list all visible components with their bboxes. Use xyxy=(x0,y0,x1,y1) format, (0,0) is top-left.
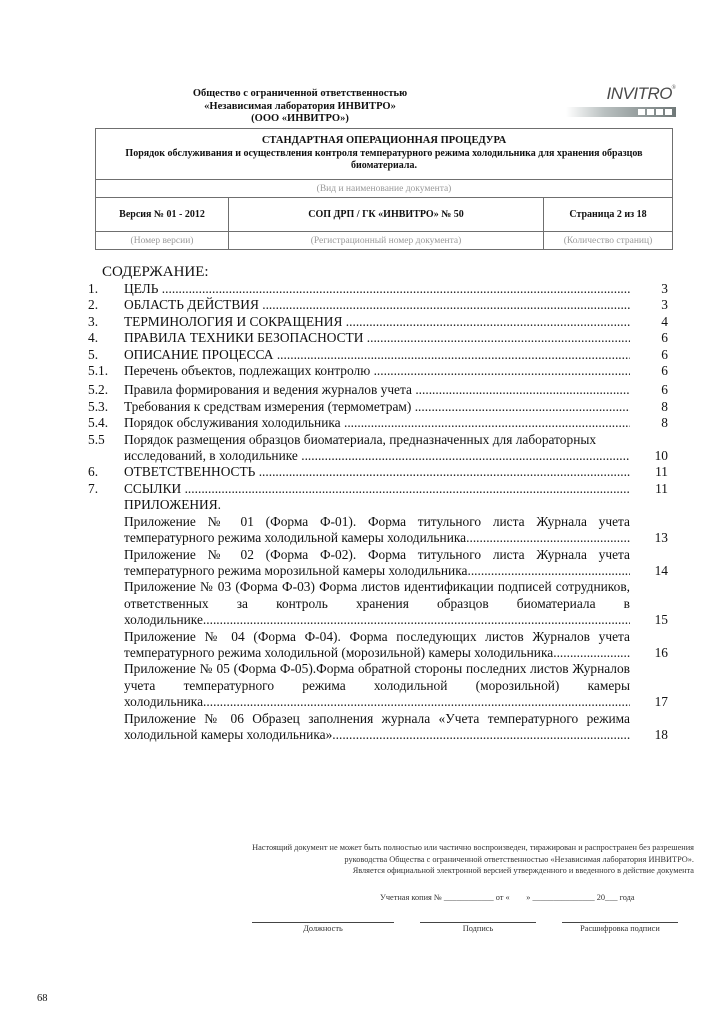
appendix-last-line: температурного режима морозильной камеры холодильника xyxy=(124,562,468,578)
page-count-caption: (Количество страниц) xyxy=(544,232,673,250)
appendix-text xyxy=(124,514,630,547)
logo-square xyxy=(638,109,645,115)
toc-text: ОБЛАСТЬ ДЕЙСТВИЯ ..... xyxy=(124,297,630,313)
appendix-item[interactable] xyxy=(88,514,668,547)
appendix-last-line: холодильной камеры холодильника» xyxy=(124,726,333,742)
toc-page: 6 xyxy=(661,330,668,346)
version-caption: (Номер версии) xyxy=(96,232,229,250)
appendix-last-line: холодильнике. xyxy=(124,612,207,628)
toc-number: 5.4. xyxy=(88,415,109,431)
copyright-notice xyxy=(134,842,694,877)
organization-name xyxy=(150,88,450,126)
appendix-body: Приложение № 04 (Форма Ф-04). Форма последующих листов Журналов учета xyxy=(124,628,630,644)
toc-text: Порядок размещения образцов биоматериала, предназначенных для лабораторных xyxy=(124,431,597,447)
toc-page: 3 xyxy=(661,297,668,313)
page-number: 68 xyxy=(37,993,48,1004)
invitro-logo xyxy=(596,84,676,120)
toc-number: 7. xyxy=(88,480,99,496)
appendix-text xyxy=(124,547,630,580)
appendix-text xyxy=(124,711,630,744)
toc-item[interactable] xyxy=(88,314,668,330)
toc-text: ПРАВИЛА ТЕХНИКИ БЕЗОПАСНОСТИ ..... xyxy=(124,330,630,346)
appendix-title: ПРИЛОЖЕНИЯ. xyxy=(124,497,222,513)
toc-text: Порядок обслуживания холодильника ..... xyxy=(124,415,630,431)
toc-text: ЦЕЛЬ ..... xyxy=(124,281,630,297)
toc-number: 5. xyxy=(88,346,99,362)
doc-type-caption: (Вид и наименование документа) xyxy=(96,180,673,198)
dot-leader xyxy=(332,727,630,743)
toc-item[interactable] xyxy=(88,281,668,297)
toc-text: исследований, в холодильнике ..... xyxy=(124,448,630,464)
logo-square xyxy=(665,109,672,115)
toc-title: СОДЕРЖАНИЕ: xyxy=(102,264,209,280)
dot-leader xyxy=(466,530,630,546)
toc-page: 6 xyxy=(661,346,668,362)
toc-text: Требования к средствам измерения (термометрам) ..... xyxy=(124,399,630,415)
appendix-last-line: температурного режима холодильной камеры холодильника xyxy=(124,530,467,546)
toc-page: 3 xyxy=(661,281,668,296)
toc-text: ТЕРМИНОЛОГИЯ И СОКРАЩЕНИЯ ..... xyxy=(124,314,630,330)
appendix-body: Приложение № 02 (Форма Ф-02). Форма титульного листа Журнала учета xyxy=(124,546,630,562)
toc-page: 14 xyxy=(654,562,668,578)
toc-page: 8 xyxy=(661,398,668,414)
signature-position-field: Должность xyxy=(252,922,394,933)
appendix-item[interactable] xyxy=(88,547,668,580)
logo-square xyxy=(656,109,663,115)
toc-page: 13 xyxy=(654,530,668,546)
notice-line: Настоящий документ не может быть полностью или частично воспроизведен, тиражирован и распространен без разрешения xyxy=(252,843,694,852)
toc-text: Перечень объектов, подлежащих контролю ..... xyxy=(124,363,630,379)
appendix-item[interactable] xyxy=(88,579,668,628)
table-of-contents xyxy=(88,281,668,743)
appendix-last-line: температурного режима холодильной (морозильной) камеры холодильника xyxy=(124,644,554,660)
toc-page: 8 xyxy=(661,415,668,431)
signature-field: Подпись xyxy=(420,922,536,933)
document-type: СТАНДАРТНАЯ ОПЕРАЦИОННАЯ ПРОЦЕДУРА xyxy=(261,135,507,147)
toc-page: 6 xyxy=(661,363,668,379)
toc-number: 5.2. xyxy=(88,382,109,398)
toc-page: 16 xyxy=(654,644,668,660)
toc-item[interactable] xyxy=(88,415,668,431)
appendix-body: Приложение № 06 Образец заполнения журнала «Учета температурного режима xyxy=(124,710,630,726)
page-count-cell: Страница 2 из 18 xyxy=(544,198,673,232)
toc-text: Правила формирования и ведения журналов учета ..... xyxy=(124,382,630,398)
document-subtitle: Порядок обслуживания и осуществления контроля температурного режима холодильника для хранения образцов биоматериала. xyxy=(125,147,643,172)
notice-line: руководства Общества с ограниченной ответственностью «Независимая лаборатория ИНВИТРО». xyxy=(344,854,694,864)
appendix-item[interactable] xyxy=(88,711,668,744)
version-cell: Версия № 01 - 2012 xyxy=(96,198,229,232)
toc-page: 11 xyxy=(655,464,668,480)
org-line-2: «Независимая лаборатория ИНВИТРО» xyxy=(204,100,396,112)
dot-leader xyxy=(203,694,630,710)
org-line-3: (ООО «ИНВИТРО») xyxy=(251,113,349,124)
appendix-text xyxy=(124,579,630,628)
dot-leader xyxy=(553,645,630,661)
toc-item[interactable] xyxy=(88,481,668,497)
document-header-table xyxy=(95,128,673,250)
appendix-body: Приложение № 05 (Форма Ф-05).Форма обратной стороны последних листов Журналов учета температурного режима холодильной (морозильной) камеры xyxy=(124,661,630,693)
toc-text: ССЫЛКИ ..... xyxy=(124,481,630,497)
org-line-1: Общество с ограниченной ответственностью xyxy=(192,88,408,99)
toc-number: 1. xyxy=(88,281,99,296)
document-title-cell xyxy=(96,129,673,180)
signature-name-field: Расшифровка подписи xyxy=(562,922,678,933)
logo-square xyxy=(647,109,654,115)
toc-page: 11 xyxy=(655,480,668,496)
toc-item[interactable] xyxy=(88,464,668,480)
toc-number: 6. xyxy=(88,464,99,480)
toc-number: 4. xyxy=(88,330,99,346)
appendix-last-line: холодильника xyxy=(124,694,204,710)
dot-leader xyxy=(206,612,630,628)
copy-number-line: Учетная копия № ____________ от « » _______________ 20___ года xyxy=(380,893,635,902)
toc-page: 10 xyxy=(654,448,668,464)
appendix-text xyxy=(124,661,630,710)
appendix-body: Приложение № 01 (Форма Ф-01). Форма титульного листа Журнала учета xyxy=(124,513,630,529)
reg-number-cell: СОП ДРП / ГК «ИНВИТРО» № 50 xyxy=(229,198,544,232)
notice-line: Является официальной электронной версией утвержденного и введенного в действие документа xyxy=(352,866,694,875)
toc-item[interactable] xyxy=(88,330,668,346)
toc-page: 6 xyxy=(661,382,668,398)
toc-item[interactable] xyxy=(88,382,668,398)
toc-text: ОТВЕТСТВЕННОСТЬ ..... xyxy=(124,464,630,480)
toc-item[interactable] xyxy=(88,347,668,363)
appendix-item[interactable] xyxy=(88,629,668,662)
toc-page: 17 xyxy=(654,694,668,710)
logo-text: INVITRO xyxy=(606,84,672,103)
toc-number: 2. xyxy=(88,297,99,313)
toc-item[interactable] xyxy=(88,297,668,313)
toc-item[interactable] xyxy=(88,363,668,379)
dot-leader xyxy=(467,563,630,579)
toc-item[interactable] xyxy=(88,432,668,465)
toc-number: 5.1. xyxy=(88,363,109,379)
registered-mark: ® xyxy=(671,85,676,91)
toc-number: 5.3. xyxy=(88,398,109,414)
appendix-body: Приложение № 03 (Форма Ф-03) Форма листов идентификации подписей сотрудников, ответственных за контроль хранения образцов биоматериала в xyxy=(124,579,630,611)
toc-number: 5.5 xyxy=(88,431,105,447)
toc-item[interactable] xyxy=(88,399,668,415)
appendix-text xyxy=(124,629,630,662)
appendix-item[interactable] xyxy=(88,661,668,710)
toc-text: ОПИСАНИЕ ПРОЦЕССА ..... xyxy=(124,347,630,363)
reg-number-caption: (Регистрационный номер документа) xyxy=(229,232,544,250)
toc-page: 15 xyxy=(654,612,668,628)
toc-page: 4 xyxy=(661,313,668,329)
toc-number: 3. xyxy=(88,313,99,329)
toc-page: 18 xyxy=(654,726,668,742)
